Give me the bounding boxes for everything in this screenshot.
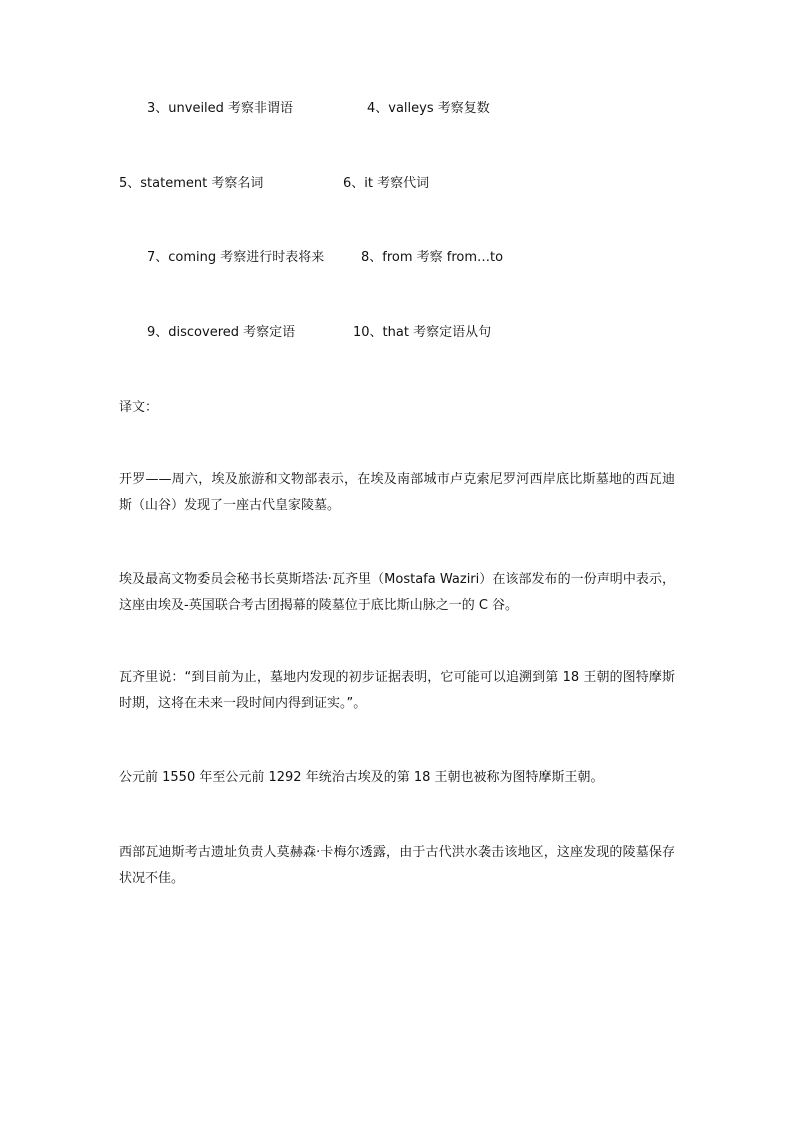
translation-heading: 译文： — [119, 400, 159, 415]
answer-8: 8、from 考察 from…to — [361, 250, 504, 265]
paragraph-1 — [119, 467, 675, 519]
answer-4: 4、valleys 考察复数 — [367, 101, 490, 116]
answer-5: 5、statement 考察名词 — [119, 176, 264, 191]
answer-6: 6、it 考察代词 — [343, 176, 430, 191]
paragraph-2-text: 埃及最高文物委员会秘书长莫斯塔法·瓦齐里（Mostafa Waziri）在该部发布的一份声明中表示，这座由埃及-英国联合考古团揭幕的陵墓位于底比斯山脉之一的 C 谷。 — [119, 572, 675, 613]
paragraph-4 — [119, 765, 675, 791]
answer-9: 9、discovered 考察定语 — [147, 325, 296, 340]
paragraph-5 — [119, 840, 675, 892]
answer-10: 10、that 考察定语从句 — [353, 325, 492, 340]
paragraph-3 — [119, 665, 675, 717]
paragraph-2 — [119, 567, 675, 619]
paragraph-5-text: 西部瓦迪斯考古遗址负责人莫赫森·卡梅尔透露，由于古代洪水袭击该地区，这座发现的陵墓保存状况不佳。 — [119, 845, 675, 886]
paragraph-3-text: 瓦齐里说：“到目前为止，墓地内发现的初步证据表明，它可能可以追溯到第 18 王朝的图特摩斯时期，这将在未来一段时间内得到证实。”。 — [119, 670, 675, 711]
answer-3: 3、unveiled 考察非谓语 — [147, 101, 294, 116]
answer-7: 7、coming 考察进行时表将来 — [147, 250, 325, 265]
paragraph-4-text: 公元前 1550 年至公元前 1292 年统治古埃及的第 18 王朝也被称为图特摩斯王朝。 — [119, 770, 604, 785]
paragraph-1-text: 开罗——周六，埃及旅游和文物部表示，在埃及南部城市卢克索尼罗河西岸底比斯墓地的西瓦迪斯（山谷）发现了一座古代皇家陵墓。 — [119, 472, 675, 513]
